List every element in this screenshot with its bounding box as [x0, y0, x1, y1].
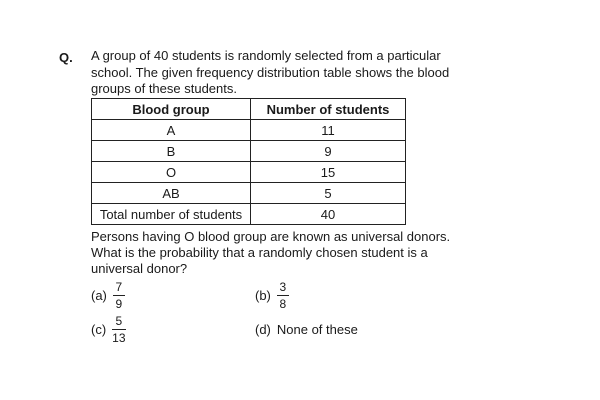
table-row: [92, 183, 406, 204]
fraction: [277, 280, 289, 311]
option-a: [91, 280, 125, 311]
fraction-bar: [113, 295, 125, 296]
table-cell: 5: [251, 183, 406, 204]
option-d: [255, 322, 358, 337]
question-line: A group of 40 students is randomly selected from a particular: [91, 48, 441, 63]
table-cell: 9: [251, 141, 406, 162]
denominator: 13: [112, 331, 126, 345]
followup-line: universal donor?: [91, 261, 188, 276]
table-cell: A: [92, 120, 251, 141]
question-line: school. The given frequency distribution table shows the blood: [91, 64, 450, 80]
table-header-row: [92, 99, 406, 120]
option-text: None of these: [276, 322, 358, 337]
frequency-table: [91, 98, 406, 225]
option-label: (c): [91, 322, 107, 337]
table-total-row: [92, 204, 406, 225]
question-label: Q.: [59, 50, 73, 65]
option-c: [91, 314, 126, 345]
table-cell: O: [92, 162, 251, 183]
fraction: [112, 314, 125, 345]
followup-line: Persons having O blood group are known as universal donors.: [91, 229, 451, 244]
table-row: [92, 120, 406, 141]
option-label: (b): [255, 288, 271, 303]
column-header-number-of-students: Number of students: [251, 99, 406, 120]
numerator: 3: [279, 280, 287, 294]
question-line: groups of these students.: [91, 81, 237, 96]
column-header-blood-group: Blood group: [92, 99, 251, 120]
table-row: [92, 141, 406, 162]
numerator: 7: [115, 280, 123, 294]
table-row: [92, 162, 406, 183]
followup-line: What is the probability that a randomly chosen student is a: [91, 245, 428, 260]
table-cell: 11: [251, 120, 406, 141]
denominator: 9: [115, 297, 123, 311]
fraction-bar: [112, 329, 125, 330]
denominator: 8: [279, 297, 287, 311]
fraction: [113, 280, 125, 311]
followup-text: [91, 229, 471, 277]
option-label: (d): [255, 322, 271, 337]
numerator: 5: [115, 314, 123, 328]
fraction-bar: [277, 295, 289, 296]
table-cell: B: [92, 141, 251, 162]
table-cell: Total number of students: [92, 204, 251, 225]
question-text: [91, 48, 463, 98]
table-cell: 15: [251, 162, 406, 183]
option-b: [255, 280, 289, 311]
table-cell: AB: [92, 183, 251, 204]
table-cell: 40: [251, 204, 406, 225]
option-label: (a): [91, 288, 107, 303]
